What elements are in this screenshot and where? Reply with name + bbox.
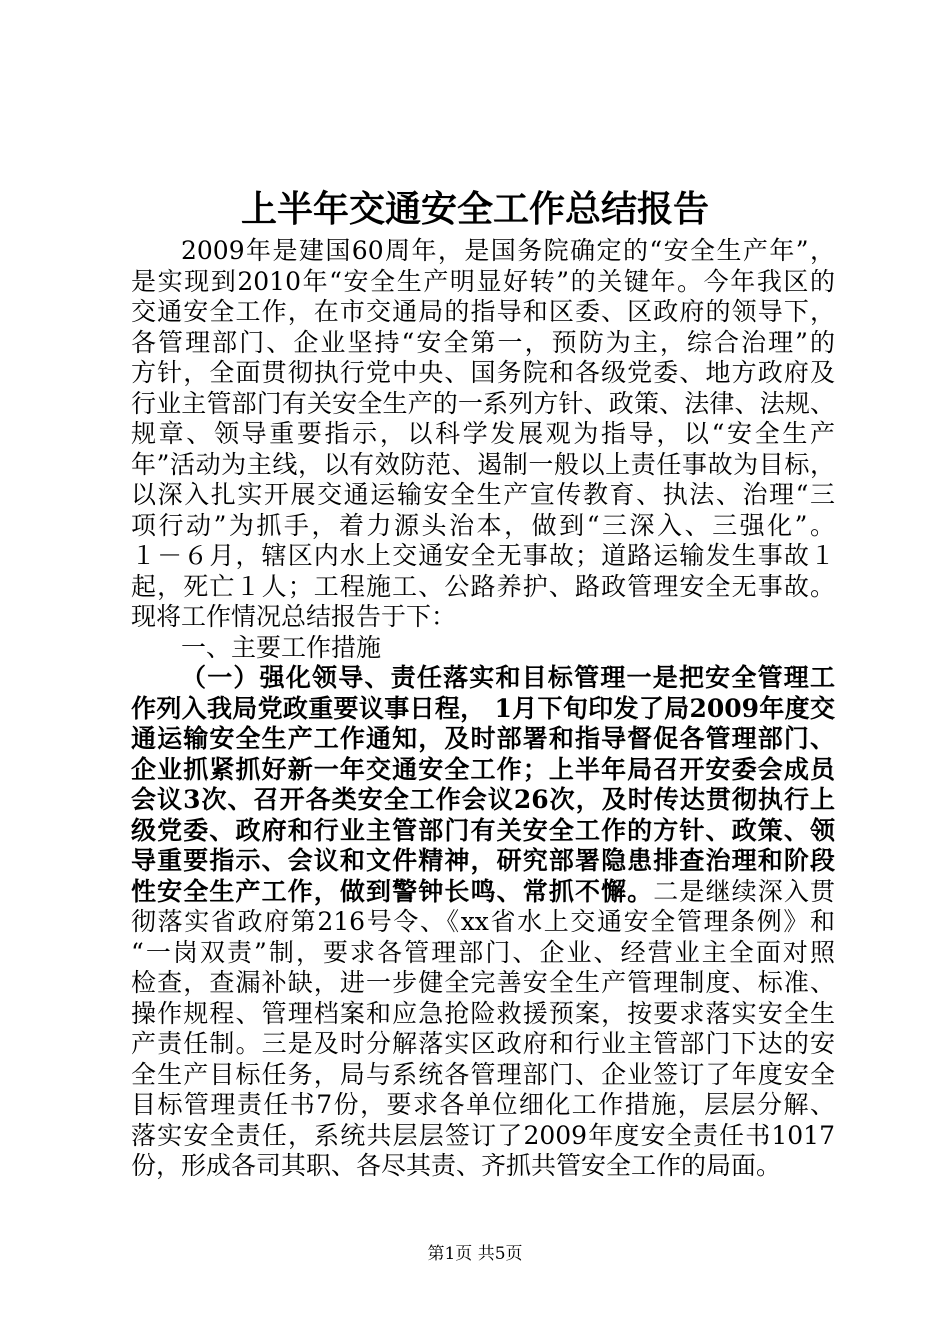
paragraph-line: 产责任制。三是及时分解落实区政府和行业主管部门下达的安 [131,1029,835,1058]
paragraph-line: 各管理部门、企业坚持“安全第一，预防为主，综合治理”的 [131,327,835,357]
subsection-line: 级党委、政府和行业主管部门有关安全工作的方针、政策、领 [131,815,835,845]
paragraph-line: 起，死亡１人；工程施工、公路养护、路政管理安全无事故。 [131,571,835,601]
subsection-line: 通运输安全生产工作通知，及时部署和指导督促各管理部门、 [131,724,835,753]
paragraph-line: 项行动”为抓手，着力源头治本，做到“三深入、三强化”。 [131,510,835,540]
subsection-line: 作列入我局党政重要议事日程， 1月下旬印发了局2009年度交 [131,693,835,723]
subsection-line-end: 性安全生产工作，做到警钟长鸣、常抓不懈。 [131,876,654,906]
paragraph-line: 落实安全责任，系统共层层签订了2009年度安全责任书1017 [131,1120,835,1150]
paragraph-line: 全生产目标任务，局与系统各管理部门、企业签订了年度安全 [131,1059,835,1089]
document-title: 上半年交通安全工作总结报告 [240,188,709,230]
paragraph-line: 目标管理责任书7份，要求各单位细化工作措施，层层分解、 [131,1090,835,1119]
document-body [131,236,835,1182]
paragraph-line: 年”活动为主线，以有效防范、遏制一般以上责任事故为目标， [131,449,835,479]
paragraph-line: “一岗双责”制，要求各管理部门、企业、经营业主全面对照 [131,937,835,967]
paragraph-line: 操作规程、管理档案和应急抢险救援预案，按要求落实安全生 [131,998,835,1028]
paragraph-line-start: 二是继续深入贯 [653,876,835,906]
paragraph-line: 份，形成各司其职、各尽其责、齐抓共管安全工作的局面。 [131,1151,782,1180]
subsection-line: （一）强化领导、责任落实和目标管理一是把安全管理工 [181,663,835,692]
subsection-line: 企业抓紧抓好新一年交通安全工作；上半年局召开安委会成员 [131,754,835,784]
paragraph-line: 检查，查漏补缺，进一步健全完善安全生产管理制度、标准、 [131,968,835,997]
paragraph-line: 规章、领导重要指示，以科学发展观为指导，以“安全生产 [131,419,835,448]
paragraph-line: １－６月，辖区内水上交通安全无事故；道路运输发生事故１ [131,541,835,570]
section-heading: 一、主要工作措施 [181,632,382,662]
mixed-line [131,877,835,908]
paragraph-line: 以深入扎实开展交通运输安全生产宣传教育、执法、治理“三 [131,480,835,509]
paragraph-line: 现将工作情况总结报告于下： [131,602,457,631]
paragraph-line: 2009年是建国60周年，是国务院确定的“安全生产年”， [181,236,835,265]
paragraph-line: 行业主管部门有关安全生产的一系列方针、政策、法律、法规、 [131,388,835,418]
paragraph-line: 交通安全工作，在市交通局的指导和区委、区政府的领导下， [131,297,835,326]
paragraph-line: 彻落实省政府第216号令、《xx省水上交通安全管理条例》和 [131,907,835,936]
paragraph-line: 是实现到2010年“安全生产明显好转”的关键年。今年我区的 [131,266,835,296]
subsection-line: 会议3次、召开各类安全工作会议26次，及时传达贯彻执行上 [131,785,835,814]
subsection-line: 导重要指示、会议和文件精神，研究部署隐患排查治理和阶段 [131,846,835,875]
page-number-footer: 第1页 共5页 [427,1244,523,1264]
paragraph-line: 方针，全面贯彻执行党中央、国务院和各级党委、地方政府及 [131,358,835,387]
